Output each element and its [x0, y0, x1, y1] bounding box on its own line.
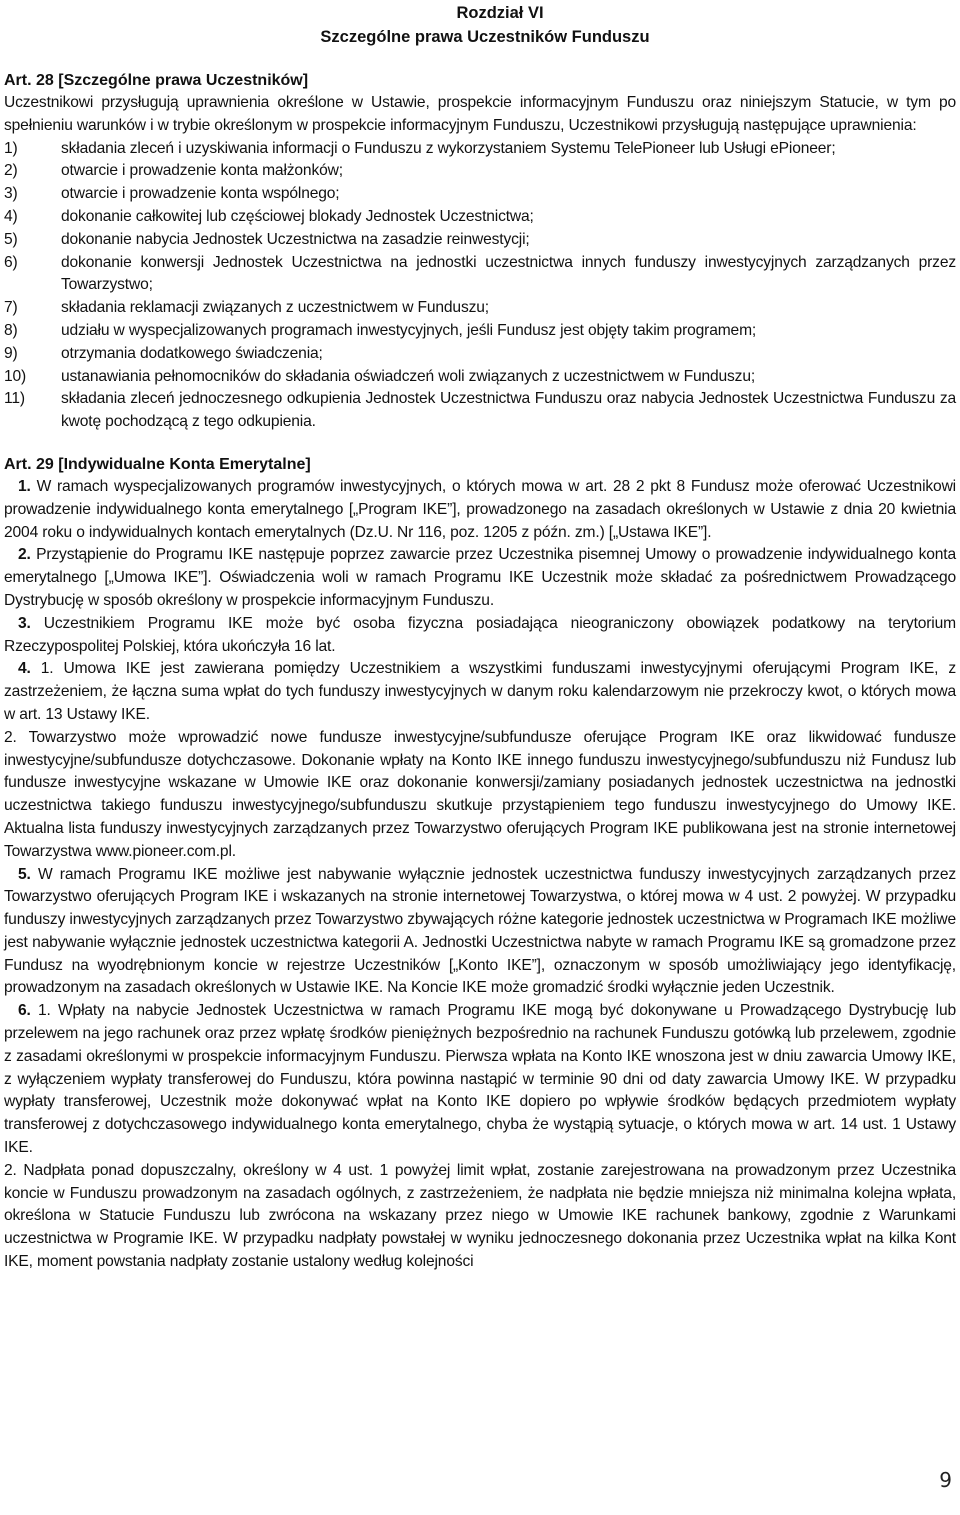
list-item-text: składania zleceń jednoczesnego odkupienia Jednostek Uczestnictwa Funduszu oraz nabycia Jednostek Uczestnictwa Funduszu za kwotę pochodzącą z tego odkupienia. [61, 390, 956, 431]
list-item [4, 229, 956, 252]
article-28-intro: Uczestnikowi przysługują uprawnienia określone w Ustawie, prospekcie informacyjnym Funduszu oraz niniejszym Statucie, w tym po spełnieniu warunków i w trybie określonym w prospekcie informacyjnym Funduszu, Uczestnikowi przysługują następujące uprawnienia: [4, 94, 956, 134]
list-item-number: 11) [4, 390, 25, 408]
list-item [4, 206, 956, 229]
list-item-number: 8) [4, 321, 18, 339]
page-number: 9 [939, 1468, 952, 1492]
list-item [4, 320, 956, 343]
article-29-paragraph-2 [4, 544, 956, 612]
list-item-text: otrzymania dodatkowego świadczenia; [61, 344, 323, 362]
list-item-text: składania zleceń i uzyskiwania informacji o Funduszu z wykorzystaniem Systemu TelePioneer lub Usługi ePioneer; [61, 139, 836, 157]
paragraph-text: 1. Wpłaty na nabycie Jednostek Uczestnictwa w ramach Programu IKE mogą być dokonywane u Prowadzącego Dystrybucję lub przelewem na jego rachunek oraz przez wpłatę środków pieniężnych bezpośrednio na rachunek Funduszu gotówką lub przelewem, zgodnie z zasadami określonymi w prospekcie informacyjnym Funduszu. Pierwsza wpłata na Konto IKE wnoszona jest w dniu zawarcia Umowy IKE, z wyłączeniem wypłaty transferowej do Funduszu, która powinna nastąpić w terminie 90 dni od daty zawarcia Umowy IKE. W przypadku wypłaty transferowej, Uczestnik może dokonywać wpłat na Konto IKE dopiero po wpływie środków będących przedmiotem wypłaty transferowej z dotychczasowego indywidualnego konta emerytalnego, chyba że wystąpią sytuacje, o których mowa w art. 14 ust. 1 Ustawy IKE. [4, 1002, 956, 1157]
paragraph-number: 6. [18, 1002, 31, 1020]
list-item-text: udziału w wyspecjalizowanych programach inwestycyjnych, jeśli Fundusz jest objęty takim programem; [61, 321, 757, 339]
list-item [4, 366, 956, 389]
list-item-number: 10) [4, 367, 27, 385]
paragraph-number: 5. [18, 865, 31, 883]
article-29-paragraph-5 [4, 864, 956, 1001]
list-item-number: 2) [4, 162, 18, 180]
article-29-paragraph-3 [4, 613, 956, 659]
list-item [4, 252, 956, 298]
chapter-title [4, 1, 956, 49]
article-29-paragraph-4 [4, 658, 956, 726]
list-item-text: ustanawiania pełnomocników do składania oświadczeń woli związanych z uczestnictwem w Funduszu; [61, 367, 756, 385]
list-item-text: otwarcie i prowadzenie konta małżonków; [61, 162, 343, 180]
rights-list [4, 138, 956, 434]
paragraph-text: Przystąpienie do Programu IKE następuje poprzez zawarcie przez Uczestnika pisemnej Umowy o prowadzenie indywidualnego konta emerytalnego [„Umowa IKE”]. Oświadczenia woli w ramach Programu IKE Uczestnik może składać za pośrednictwem Prowadzącego Dystrybucję w sposób określony w prospekcie informacyjnym Funduszu. [4, 546, 956, 609]
paragraph-number: 1. [18, 477, 31, 495]
paragraph-text: W ramach wyspecjalizowanych programów inwestycyjnych, o których mowa w art. 28 2 pkt 8 Fundusz może oferować Uczestnikowi prowadzenie indywidualnego konta emerytalnego [„Program IKE”], prowadzonego na zasadach określonych w Ustawie z dnia 20 kwietnia 2004 roku o indywidualnych kontach emerytalnych (Dz.U. Nr 116, poz. 1205 z późn. zm.) [„Ustawa IKE”]. [4, 477, 956, 541]
chapter-name: Szczególne prawa Uczestników Funduszu [320, 28, 650, 46]
article-28-heading: Art. 28 [Szczególne prawa Uczestników] [4, 72, 309, 89]
list-item [4, 160, 956, 183]
list-item-text: składania reklamacji związanych z uczestnictwem w Funduszu; [61, 299, 489, 317]
paragraph-number: 4. [18, 660, 31, 678]
list-item [4, 388, 956, 434]
list-item [4, 138, 956, 161]
article-29-paragraph-4-point-2: 2. Towarzystwo może wprowadzić nowe fundusze inwestycyjne/subfundusze oferujące Program IKE oraz likwidować fundusze inwestycyjne/subfundusze dotychczasowe. Dokonanie wpłaty na Konto IKE innego funduszu inwestycyjnego/subfunduszu niż Fundusz lub fundusze inwestycyjne wskazane w Umowie IKE oraz dokonanie konwersji/zamiany posiadanych jednostek uczestnictwa na jednostki uczestnictwa takiego funduszu inwestycyjnego/subfunduszu skutkuje przystąpieniem tego funduszu inwestycyjnego do Umowy IKE. Aktualna lista funduszy inwestycyjnych zarządzanych przez Towarzystwo oferujących Program IKE publikowana jest na stronie internetowej Towarzystwa www.pioneer.com.pl. [4, 728, 956, 860]
list-item-text: otwarcie i prowadzenie konta wspólnego; [61, 185, 340, 203]
article-28 [4, 70, 956, 434]
paragraph-text: 1. Umowa IKE jest zawierana pomiędzy Uczestnikiem a wszystkimi funduszami inwestycyjnymi oferującymi Program IKE, z zastrzeżeniem, że łączna suma wpłat do tych funduszy inwestycyjnych w danym roku kalendarzowym nie przekroczy kwot, o których mowa w art. 13 Ustawy IKE. [4, 660, 956, 723]
list-item-text: dokonanie całkowitej lub częściowej blokady Jednostek Uczestnictwa; [61, 207, 534, 225]
chapter-number: Rozdział VI [456, 4, 544, 22]
list-item-text: dokonanie konwersji Jednostek Uczestnictwa na jednostki uczestnictwa innych funduszy inwestycyjnych zarządzanych przez Towarzystwo; [61, 253, 956, 294]
article-29-heading: Art. 29 [Indywidualne Konta Emerytalne] [4, 455, 311, 473]
list-item-number: 6) [4, 253, 18, 271]
list-item-number: 5) [4, 230, 18, 248]
list-item [4, 183, 956, 206]
list-item-number: 3) [4, 185, 18, 203]
list-item-number: 9) [4, 344, 18, 362]
article-29-paragraph-1 [4, 476, 956, 544]
paragraph-text: Uczestnikiem Programu IKE może być osoba fizyczna posiadająca nieograniczony obowiązek podatkowy na terytorium Rzeczypospolitej Polskiej, która ukończyła 16 lat. [4, 614, 956, 655]
article-29 [4, 454, 956, 1274]
article-29-paragraph-6-point-2: 2. Nadpłata ponad dopuszczalny, określony w 4 ust. 1 powyżej limit wpłat, zostanie zarejestrowana na prowadzonym przez Uczestnika koncie w Funduszu prowadzonym na zasadach ogólnych, z zastrzeżeniem, że nadpłata nie będzie mniejsza niż minimalna kolejna wpłata, określona w Statucie Funduszu lub zwrócona na wskazany przez niego w Umowie IKE rachunek bankowy, zgodnie z Warunkami uczestnictwa w Programie IKE. W przypadku nadpłaty powstałej w wyniku jednoczesnego dokonania przez Uczestnika wpłat na kilka Kont IKE, moment powstania nadpłaty zostanie ustalony według kolejności [4, 1161, 956, 1271]
list-item [4, 343, 956, 366]
document-page [4, 0, 956, 1274]
article-29-paragraph-6 [4, 1000, 956, 1160]
paragraph-text: W ramach Programu IKE możliwe jest nabywanie wyłącznie jednostek uczestnictwa funduszy inwestycyjnych zarządzanych przez Towarzystwo oferujących Program IKE i wskazanych na stronie internetowej Towarzystwa, o której mowa w 4 ust. 2 powyżej. W przypadku funduszy inwestycyjnych zarządzanych przez Towarzystwo zbywających różne kategorie jednostek uczestnictwa w Programach IKE możliwe jest nabywanie wyłącznie jednostek uczestnictwa kategorii A. Jednostki Uczestnictwa nabyte w ramach Programu IKE są gromadzone przez Fundusz na wyodrębnionym koncie w rejestrze Uczestników [„Konto IKE”], oznaczonym w sposób umożliwiający jego identyfikację, prowadzonym na zasadach określonych w Ustawie IKE. Na Koncie IKE może gromadzić środki wyłącznie jeden Uczestnik. [4, 865, 956, 997]
list-item-number: 7) [4, 299, 18, 317]
list-item-number: 1) [4, 139, 18, 157]
list-item-text: dokonanie nabycia Jednostek Uczestnictwa na zasadzie reinwestycji; [61, 230, 530, 248]
list-item [4, 297, 956, 320]
list-item-number: 4) [4, 207, 18, 225]
paragraph-number: 2. [18, 546, 31, 564]
paragraph-number: 3. [18, 614, 31, 632]
